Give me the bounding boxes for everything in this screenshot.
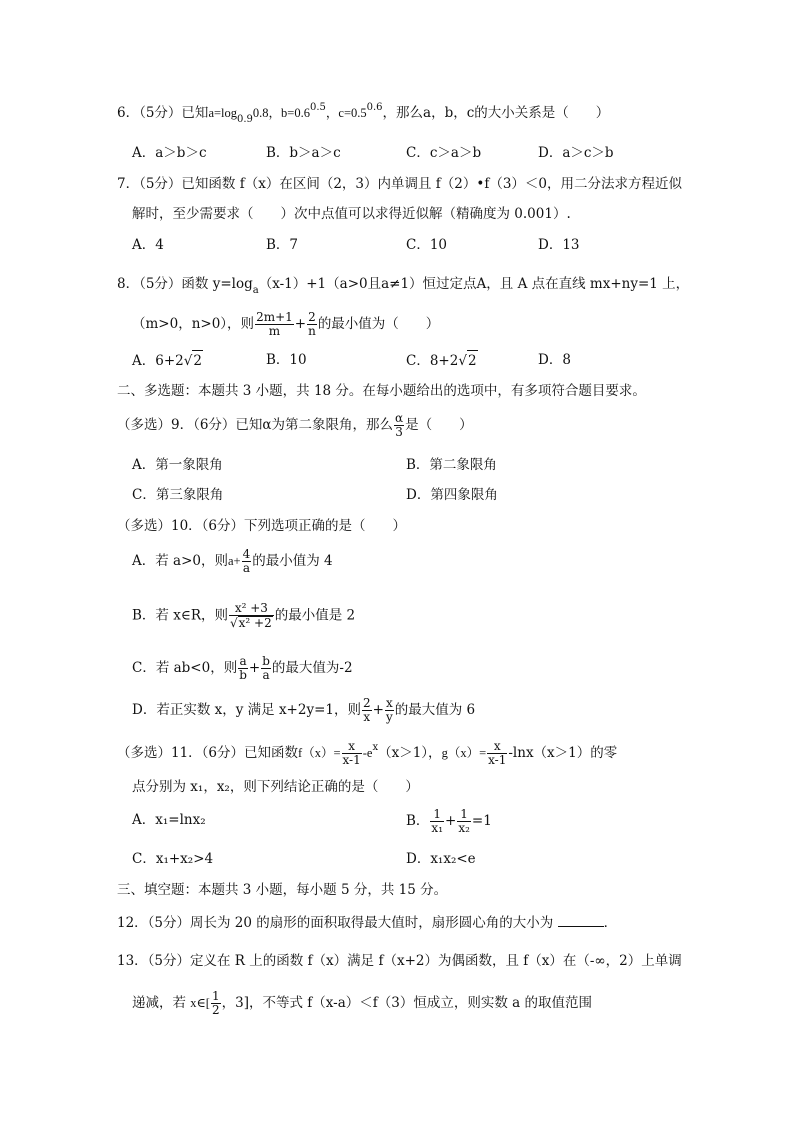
q10-option-c: C．若 ab<0，则 $\frac{a}{b}$ + $\frac{b}{a}$ 的最大值为-2 xyxy=(132,654,353,682)
q11-b-fraction-2: $\frac{1}{\text{x₂}}$ xyxy=(458,807,470,835)
q12-line: 12．（5分）周长为 20 的扇形的面积取得最大值时，扇形圆心角的大小为 ． xyxy=(117,912,617,933)
q7-line2: 解时，至少需要求（ ）次中点值可以求得近似解（精确度为 0.001）. xyxy=(132,206,571,222)
q11-option-d: D．x₁x₂<e xyxy=(406,851,476,867)
q11-b-fraction-1: $\frac{1}{\text{x₁}}$ xyxy=(431,807,443,835)
q8-line1-sub: a xyxy=(252,285,259,296)
q10-option-a: A．若 a>0，则a+ $\frac{4}{a}$ 的最小值为 4 xyxy=(132,547,333,575)
q6-option-a: A．a＞b＞c xyxy=(132,145,207,161)
q6-expr-c-sup: 0.6 xyxy=(366,102,383,113)
q6-expr-a-rest: 0.8，b=0.6 xyxy=(252,106,310,120)
q11-line2: 点分别为 x₁，x₂，则下列结论正确的是（ ） xyxy=(132,779,419,795)
q10-stem: （多选）10．（6分）下列选项正确的是（ ） xyxy=(117,518,407,534)
q10-b-fraction: $\frac{\text{x² +3}}{\text{√x² +2}}$ xyxy=(229,601,272,630)
q11-g-fraction: $\frac{x}{x-1}$ xyxy=(488,739,507,767)
q6-option-b: B．b＞a＞c xyxy=(266,145,341,161)
q7-option-c: C．10 xyxy=(406,237,448,253)
q8-line2-b: 的最小值为（ ） xyxy=(317,316,440,332)
q11-option-b: B． $\frac{1}{\text{x₁}}$ + $\frac{1}{\text{x₂}}$ =1 xyxy=(406,807,492,835)
q8-option-b: B．10 xyxy=(266,352,307,368)
q8-line2-a: （m>0，n>0），则 xyxy=(132,316,255,332)
q6-expr-c: ，c=0.5 xyxy=(325,106,367,120)
q8-option-a-radicand: 2 xyxy=(192,350,203,371)
q8-option-a: A．6+2√2 xyxy=(132,350,203,371)
q7-option-b: B．7 xyxy=(266,237,299,253)
q10-a-fraction: $\frac{4}{a}$ xyxy=(242,547,251,575)
q13-line2: 递减，若 x∈[ $\frac{1}{2}$ ，3]，不等式 f（x-a）＜f（3）恒成立，则实数 a 的取值范围 xyxy=(132,989,592,1017)
q6-expr-a: a=log xyxy=(208,106,238,120)
q12-answer-blank xyxy=(558,912,604,927)
q9-option-d: D．第四象限角 xyxy=(406,487,498,503)
q9-option-b: B．第二象限角 xyxy=(406,457,497,473)
q13-line1: 13．（5分）定义在 R 上的函数 f（x）满足 f（x+2）为偶函数，且 f（x）在（-∞，2）上单调 xyxy=(117,953,682,969)
q8-fraction-2: $\frac{2}{n}$ xyxy=(308,310,316,338)
q13-fraction: $\frac{1}{2}$ xyxy=(211,989,220,1017)
q11-option-c: C．x₁+x₂>4 xyxy=(132,851,214,867)
q6-stem xyxy=(117,103,609,125)
q9-option-c: C．第三象限角 xyxy=(132,487,224,503)
q10-option-b: B．若 x∈R，则 $\frac{\text{x² +3}}{\text{√x² +2}}$ 的最小值是 2 xyxy=(132,601,356,630)
q9-fraction: $\frac{\alpha}{3}$ xyxy=(395,411,404,439)
q8-fraction-1: $\frac{2m+1}{m}$ xyxy=(256,310,293,338)
q10-d-fraction-1: $\frac{2}{x}$ xyxy=(362,696,371,724)
section-3-heading: 三、填空题：本题共 3 小题，每小题 5 分，共 15 分。 xyxy=(117,882,448,898)
q7-option-a: A．4 xyxy=(132,237,164,253)
q10-d-fraction-2: $\frac{x}{y}$ xyxy=(385,696,393,724)
q8-option-d: D．8 xyxy=(538,352,571,368)
q11-line1: （多选）11．（6分）已知函数f（x）= $\frac{x}{x-1}$ $-e^x(x>1)$，g（x）= $\frac{x}{x-1}$ -lnx（x＞1）的零 xyxy=(117,739,618,767)
q11-f-fraction: $\frac{x}{x-1}$ xyxy=(342,739,361,767)
q8-line1 xyxy=(117,274,689,296)
q10-c-fraction-2: $\frac{b}{a}$ xyxy=(262,654,270,682)
q6-prefix: 6．（5分）已知 xyxy=(117,105,209,121)
q6-option-d: D．a＞c＞b xyxy=(538,145,614,161)
q6-expr-a-sub: 0.9 xyxy=(237,114,253,125)
q10-option-d: D．若正实数 x，y 满足 x+2y=1，则 $\frac{2}{x}$ + $\frac{x}{y}$ 的最大值为 6 xyxy=(132,696,476,724)
q6-option-c: C．c＞a＞b xyxy=(406,145,482,161)
q9-option-a: A．第一象限角 xyxy=(132,457,223,473)
q8-plus: + xyxy=(294,316,307,332)
q9-stem: （多选）9．（6分）已知α为第二象限角，那么 $\frac{\alpha}{3}$ 是（ ） xyxy=(117,411,473,439)
q6-expr-b-sup: 0.5 xyxy=(309,102,326,113)
q7-option-d: D．13 xyxy=(538,237,580,253)
section-2-heading: 二、多选题：本题共 3 小题，共 18 分。在每小题给出的选项中，有多项符合题目要求。 xyxy=(117,383,646,399)
q10-c-fraction-1: $\frac{a}{b}$ xyxy=(239,654,247,682)
q8-line1-a: 8．（5分）函数 y=log xyxy=(117,276,253,292)
q8-option-c-radicand: 2 xyxy=(467,350,478,371)
q7-line1: 7．（5分）已知函数 f（x）在区间（2，3）内单调且 f（2）•f（3）＜0，用二分法求方程近似 xyxy=(117,176,683,192)
q8-option-c: C．8+2√2 xyxy=(406,350,478,371)
q8-line1-b: （x-1）+1（a>0且a≠1）恒过定点A，且 A 点在直线 mx+ny=1 上， xyxy=(258,276,690,292)
q6-suffix: ，那么a，b，c的大小关系是（ ） xyxy=(382,105,610,121)
q8-line2 xyxy=(132,311,439,338)
q11-option-a: A．x₁=lnx₂ xyxy=(132,812,206,828)
